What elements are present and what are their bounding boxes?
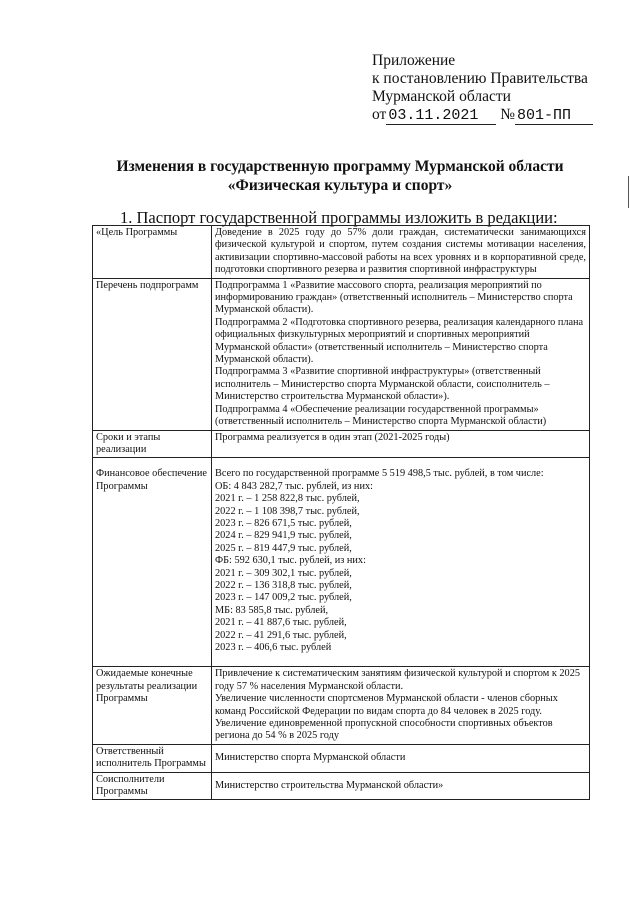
row-text: Увеличение единовременной пропускной способности спортивных объектов региона до 54 % в 2025 году: [215, 718, 553, 742]
row-text: МБ: 83 585,8 тыс. рублей,: [215, 604, 329, 616]
row-text: Доведение в 2025 году до 57% доли граждан, систематически занимающихся физической культурой и спортом, путем создания системы мотивации населения, активизации спортивно-массовой работы на всех уровнях и в корпоративной среде, подготовки спортивного резерва и развития спортивной инфраструктуры: [215, 227, 586, 276]
row-label: «Цель Программы: [93, 226, 212, 279]
appendix-block: [372, 52, 593, 125]
row-text: Привлечение к систематическим занятиям физической культурой и спортом к 2025 году 57 % населения Мурманской области.: [215, 668, 580, 692]
row-text: 2022 г. – 136 318,8 тыс. рублей,: [215, 579, 352, 591]
appendix-line-1: Приложение: [372, 52, 456, 69]
row-text: Министерство спорта Мурманской области: [215, 752, 406, 764]
row-text: 2021 г. – 309 302,1 тыс. рублей,: [215, 567, 352, 579]
row-text: Подпрограмма 2 «Подготовка спортивного резерва, реализация календарного плана официальных физкультурных мероприятий и спортивных мероприятий Мурманской области» (ответственный исполнитель – Министерство спорта Мурманской области).: [215, 316, 584, 366]
table-row: [93, 772, 590, 800]
table-row: [93, 430, 590, 458]
row-text: 2023 г. – 147 009,2 тыс. рублей,: [215, 592, 352, 604]
row-text: Увеличение численности спортсменов Мурманской области - членов сборных команд Российской Федерации по видам спорта до 84 человек в 2025 году.: [215, 693, 558, 717]
row-content: [212, 458, 590, 667]
row-label: Сроки и этапы реализации: [93, 430, 212, 458]
row-content: [212, 430, 590, 458]
row-text: 2021 г. – 41 887,6 тыс. рублей,: [215, 617, 347, 629]
table-row: [93, 744, 590, 772]
margin-mark: [628, 176, 629, 208]
row-content: [212, 772, 590, 800]
row-text: ОБ: 4 843 282,7 тыс. рублей, из них:: [215, 480, 373, 492]
row-text: 2023 г. – 826 671,5 тыс. рублей,: [215, 517, 352, 529]
passport-table: [92, 225, 590, 800]
row-text: Министерство строительства Мурманской области»: [215, 779, 444, 791]
row-text: 2025 г. – 819 447,9 тыс. рублей,: [215, 542, 352, 554]
title-line-1: Изменения в государственную программу Мурманской области: [116, 158, 564, 175]
row-text: ФБ: 592 630,1 тыс. рублей, из них:: [215, 555, 366, 567]
row-text: Подпрограмма 4 «Обеспечение реализации государственной программы» (ответственный исполнитель – Министерство спорта Мурманской области): [215, 403, 547, 428]
number-sign: №: [500, 106, 516, 123]
row-content: [212, 744, 590, 772]
table-row: [93, 226, 590, 279]
row-text: 2021 г. – 1 258 822,8 тыс. рублей,: [215, 493, 360, 505]
decree-number: 801-ПП: [515, 107, 593, 125]
row-label: Финансовое обеспечение Программы: [93, 458, 212, 667]
title-line-2: «Физическая культура и спорт»: [227, 177, 453, 194]
row-text: Подпрограмма 1 «Развитие массового спорта, реализация мероприятий по информированию граждан» (ответственный исполнитель – Министерство спорта Мурманской области).: [215, 279, 573, 316]
row-text: Программа реализуется в один этап (2021-2025 годы): [215, 431, 450, 443]
table-row: [93, 458, 590, 667]
row-text: Всего по государственной программе 5 519 498,5 тыс. рублей, в том числе:: [215, 468, 544, 480]
appendix-line-2: к постановлению Правительства: [372, 70, 588, 87]
date-prefix: от: [372, 106, 387, 123]
row-text: 2022 г. – 41 291,6 тыс. рублей,: [215, 629, 347, 641]
table-row: [93, 667, 590, 744]
row-text: 2022 г. – 1 108 398,7 тыс. рублей,: [215, 505, 360, 517]
row-text: 2023 г. – 406,6 тыс. рублей: [215, 642, 332, 653]
document-title: [90, 157, 590, 195]
row-text: Подпрограмма 3 «Развитие спортивной инфраструктуры» (ответственный исполнитель – Министерство спорта Мурманской области, соисполнитель – Министерство строительства Мурманской области»).: [215, 366, 550, 403]
table-row: [93, 278, 590, 430]
row-label: Ответственный исполнитель Программы: [93, 744, 212, 772]
row-text: 2024 г. – 829 941,9 тыс. рублей,: [215, 530, 352, 542]
row-label: Перечень подпрограмм: [93, 278, 212, 430]
row-content: [212, 226, 590, 279]
appendix-line-3: Мурманской области: [372, 88, 511, 105]
row-content: [212, 667, 590, 744]
row-label: Соисполнители Программы: [93, 772, 212, 800]
section-heading: 1. Паспорт государственной программы изложить в редакции:: [120, 208, 558, 227]
row-content: [212, 278, 590, 430]
decree-date: 03.11.2021: [386, 107, 496, 125]
row-label: Ожидаемые конечные результаты реализации Программы: [93, 667, 212, 744]
decree-date-number: [372, 106, 593, 125]
